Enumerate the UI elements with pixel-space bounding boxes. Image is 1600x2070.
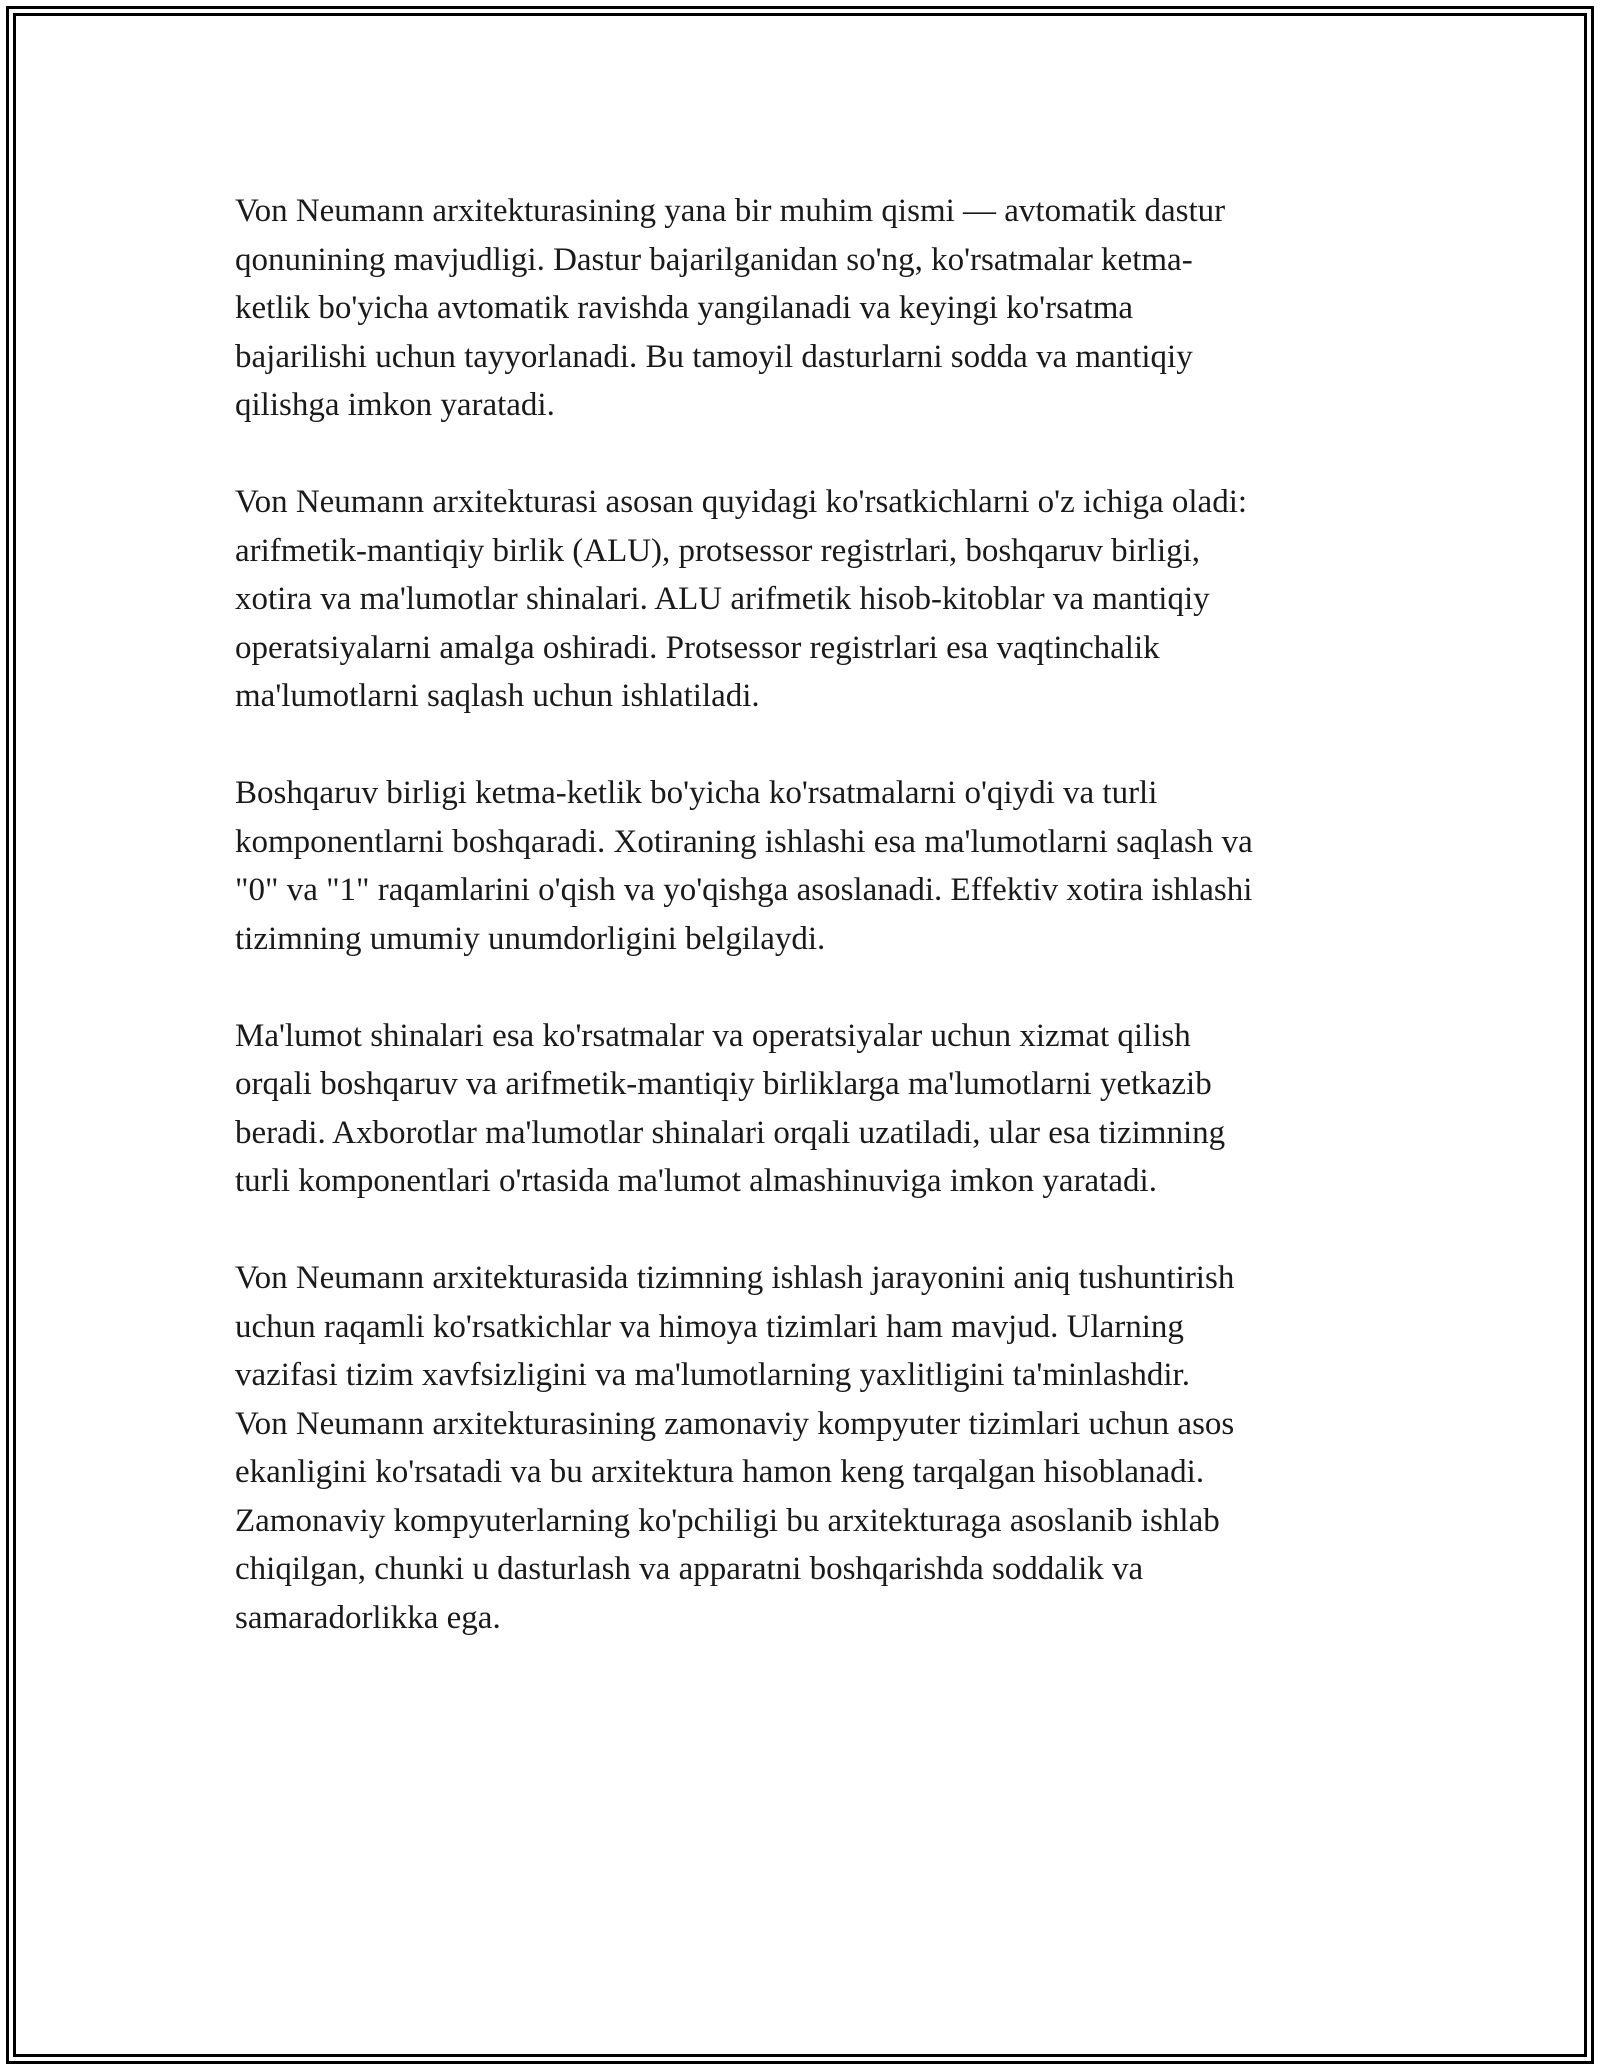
text-line: xotira va ma'lumotlar shinalari. ALU arifmetik hisob-kitoblar va mantiqiy: [235, 581, 1210, 617]
text-line: beradi. Axborotlar ma'lumotlar shinalari orqali uzatiladi, ular esa tizimning: [235, 1114, 1226, 1151]
text-line: Ma'lumot shinalari esa ko'rsatmalar va operatsiyalar uchun xizmat qilish: [235, 1017, 1191, 1054]
text-line: Von Neumann arxitekturasi asosan quyidagi ko'rsatkichlarni o'z ichiga oladi:: [235, 484, 1248, 520]
text-line: Von Neumann arxitekturasida tizimning ishlash jarayonini aniq tushuntirish: [235, 1260, 1235, 1296]
paragraph-4: [235, 1012, 1375, 1206]
paragraph-3: [235, 769, 1375, 963]
text-line: ketlik bo'yicha avtomatik ravishda yangilanadi va keyingi ko'rsatma: [235, 290, 1134, 326]
paragraph-1: [235, 187, 1375, 430]
text-line: qonunining mavjudligi. Dastur bajarilganidan so'ng, ko'rsatmalar ketma-: [235, 241, 1193, 278]
text-line: Boshqaruv birligi ketma-ketlik bo'yicha ko'rsatmalarni o'qiydi va turli: [235, 775, 1158, 811]
text-line: "0" va "1" raqamlarini o'qish va yo'qishga asoslanadi. Effektiv xotira ishlashi: [235, 872, 1253, 908]
text-line: samaradorlikka ega.: [235, 1599, 501, 1636]
text-line: ekanligini ko'rsatadi va bu arxitektura hamon keng tarqalgan hisoblanadi.: [235, 1454, 1205, 1490]
text-line: ma'lumotlarni saqlash uchun ishlatiladi.: [235, 678, 760, 714]
text-line: Von Neumann arxitekturasining yana bir muhim qismi — avtomatik dastur: [235, 193, 1226, 229]
text-line: operatsiyalarni amalga oshiradi. Protsessor registrlari esa vaqtinchalik: [235, 629, 1160, 666]
text-line: arifmetik-mantiqiy birlik (ALU), protsessor registrlari, boshqaruv birligi,: [235, 532, 1201, 569]
text-line: vazifasi tizim xavfsizligini va ma'lumotlarning yaxlitligini ta'minlashdir.: [235, 1357, 1190, 1393]
document-body: [235, 187, 1375, 1642]
paragraph-5: [235, 1254, 1375, 1642]
text-line: Zamonaviy kompyuterlarning ko'pchiligi bu arxitekturaga asoslanib ishlab: [235, 1502, 1220, 1539]
text-line: Von Neumann arxitekturasining zamonaviy kompyuter tizimlari uchun asos: [235, 1405, 1235, 1442]
text-line: turli komponentlari o'rtasida ma'lumot almashinuviga imkon yaratadi.: [235, 1163, 1157, 1199]
text-line: uchun raqamli ko'rsatkichlar va himoya tizimlari ham mavjud. Ularning: [235, 1308, 1184, 1345]
text-line: komponentlarni boshqaradi. Xotiraning ishlashi esa ma'lumotlarni saqlash va: [235, 823, 1253, 860]
text-line: chiqilgan, chunki u dasturlash va apparatni boshqarishda soddalik va: [235, 1551, 1144, 1587]
text-line: bajarilishi uchun tayyorlanadi. Bu tamoyil dasturlarni sodda va mantiqiy: [235, 338, 1193, 375]
text-line: orqali boshqaruv va arifmetik-mantiqiy birliklarga ma'lumotlarni yetkazib: [235, 1066, 1212, 1102]
paragraph-2: [235, 478, 1375, 721]
text-line: tizimning umumiy unumdorligini belgilaydi.: [235, 920, 826, 957]
text-line: qilishga imkon yaratadi.: [235, 387, 555, 423]
